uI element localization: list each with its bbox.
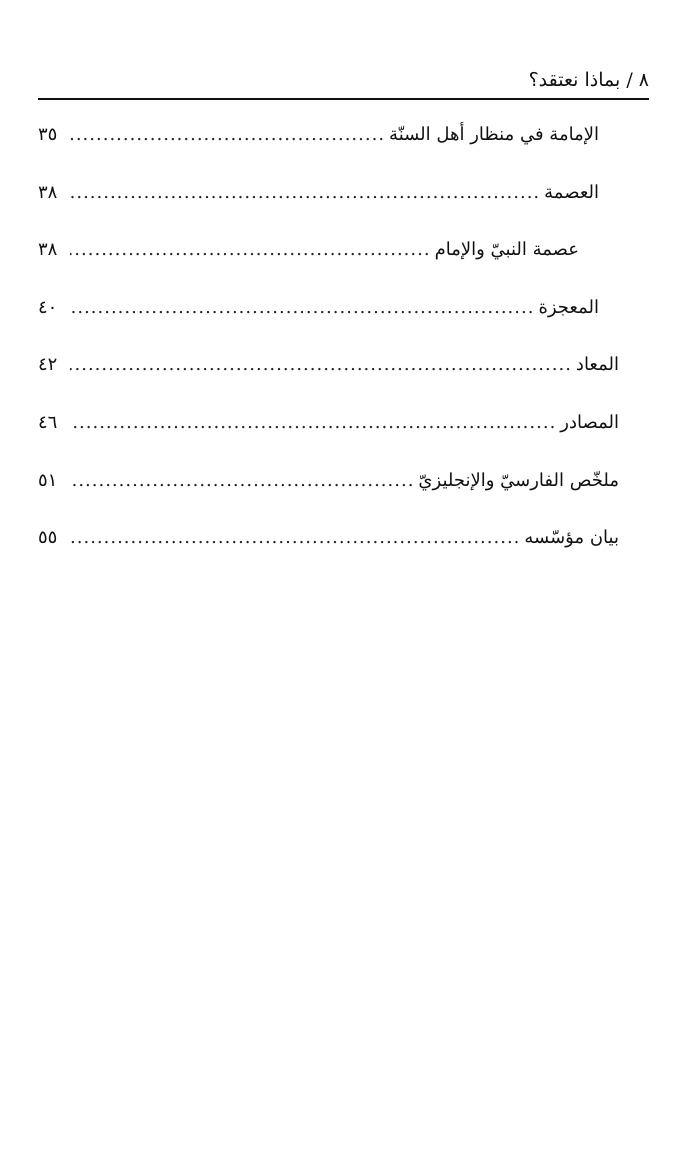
toc-entry — [38, 221, 619, 279]
toc-entry-title: العصمة — [544, 181, 599, 203]
toc-entry-page: ٤٢ — [38, 354, 58, 376]
header-rule — [38, 98, 649, 100]
toc-leader-dots — [70, 509, 520, 567]
toc-entry-title: المصادر — [560, 411, 619, 433]
toc-entry-page: ٤٦ — [38, 411, 58, 433]
toc-leader-dots — [70, 394, 556, 452]
toc-entry — [38, 336, 619, 394]
running-header: ٨ / بماذا نعتقد؟ — [528, 69, 649, 91]
toc-entry-title: الإمامة في منظار أهل السنّة — [389, 124, 599, 145]
toc-leader-dots — [70, 279, 534, 337]
toc-entry — [38, 452, 619, 510]
toc-entry-title: بيان مؤسّسه — [524, 527, 619, 549]
toc-entry — [38, 164, 619, 222]
toc-entry — [38, 279, 619, 337]
table-of-contents — [38, 106, 619, 567]
toc-entry — [38, 106, 619, 164]
toc-entry-page: ٥٥ — [38, 527, 58, 549]
toc-entry-title: ملخّص الفارسيّ والإنجليزيّ — [418, 469, 619, 491]
toc-entry-title: المعجزة — [538, 296, 599, 318]
toc-leader-dots — [70, 221, 431, 279]
toc-entry-page: ٣٨ — [38, 239, 58, 261]
toc-leader-dots — [70, 336, 572, 394]
toc-entry-title: عصمة النبيّ والإمام — [434, 239, 579, 261]
toc-entry-page: ٥١ — [38, 469, 58, 491]
toc-entry — [38, 394, 619, 452]
toc-entry-page: ٣٥ — [38, 124, 58, 145]
toc-leader-dots — [70, 452, 414, 510]
toc-leader-dots — [70, 164, 540, 222]
toc-entry-title: المعاد — [575, 354, 619, 376]
toc-entry — [38, 509, 619, 567]
toc-leader-dots — [70, 106, 385, 164]
toc-entry-page: ٣٨ — [38, 181, 58, 203]
toc-entry-page: ٤٠ — [38, 296, 58, 318]
